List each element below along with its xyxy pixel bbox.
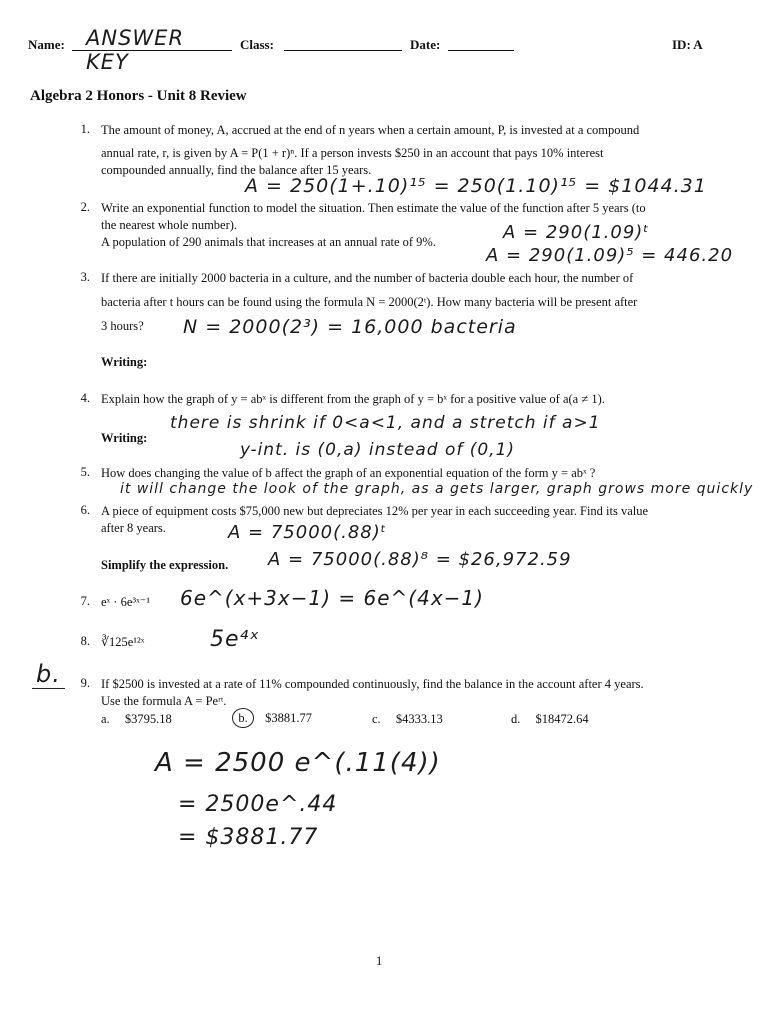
question-number: 6. (80, 503, 90, 517)
question-number: 4. (80, 391, 90, 405)
question-5: How does changing the value of b affect the graph of an exponential equation of the form y = abˣ ? (101, 466, 596, 480)
question-6 (101, 503, 746, 537)
question-text: the nearest whole number). (101, 218, 238, 232)
choice-letter: d. (511, 712, 521, 726)
name-value: ANSWER KEY (86, 26, 185, 74)
choice-letter-circled: b. (232, 708, 254, 728)
question-7: eˣ · 6e³ˣ⁻¹ (101, 595, 151, 609)
date-field (448, 34, 514, 51)
question-9 (101, 676, 746, 710)
question-text: bacteria after t hours can be found using the formula N = 2000(2ᵗ). How many bacteria will be present after (101, 295, 638, 309)
choice-value: $3795.18 (124, 712, 172, 726)
page-title: Algebra 2 Honors - Unit 8 Review (30, 88, 247, 104)
choice-letter: c. (372, 712, 381, 726)
choice-b[interactable] (232, 708, 312, 728)
question-number: 7. (80, 594, 90, 608)
section-heading: Simplify the expression. (101, 558, 229, 572)
answer-6a: A = 75000(.88)ᵗ (228, 522, 388, 543)
answer-1: A = 250(1+.10)¹⁵ = 250(1.10)¹⁵ = $1044.31 (245, 175, 707, 197)
answer-8: 5e⁴ˣ (210, 627, 261, 652)
question-text: A population of 290 animals that increases at an annual rate of 9%. (101, 235, 436, 249)
answer-6b: A = 75000(.88)⁸ = $26,972.59 (268, 549, 572, 570)
question-text: The amount of money, A, accrued at the end of n years when a certain amount, P, is invested at a compound (101, 123, 640, 137)
question-text: compounded annually, find the balance after 15 years. (101, 163, 372, 177)
class-label: Class: (240, 37, 274, 52)
question-text: A piece of equipment costs $75,000 new but depreciates 12% per year in each succeeding year. Find its value (101, 504, 649, 518)
question-number: 1. (80, 122, 90, 136)
answer-2a: A = 290(1.09)ᵗ (503, 222, 650, 243)
question-1 (101, 122, 741, 179)
name-label: Name: (28, 37, 65, 52)
class-field (284, 34, 402, 51)
question-4: Explain how the graph of y = abˣ is different from the graph of y = bˣ for a positive value of a(a ≠ 1). (101, 392, 605, 406)
work-line-3: = $3881.77 (178, 825, 319, 850)
question-number: 2. (80, 200, 90, 214)
question-number: 3. (80, 270, 90, 284)
answer-4b: y-int. is (0,a) instead of (0,1) (240, 440, 516, 460)
choice-d[interactable] (511, 712, 589, 727)
date-label: Date: (410, 37, 441, 52)
section-heading: Writing: (101, 431, 148, 445)
answer-4a: there is shrink if 0<a<1, and a stretch if a>1 (170, 413, 601, 433)
choice-value: $18472.64 (535, 712, 589, 726)
answer-7: 6e^(x+3x−1) = 6e^(4x−1) (180, 586, 484, 610)
choice-value: $3881.77 (265, 711, 312, 725)
answer-5: it will change the look of the graph, as a gets larger, graph grows more quickly (120, 481, 754, 497)
question-text: If there are initially 2000 bacteria in a culture, and the number of bacteria double each hour, the number of (101, 271, 634, 285)
question-text: Write an exponential function to model the situation. Then estimate the value of the function after 5 years (to (101, 201, 646, 215)
id-label: ID: A (672, 37, 703, 52)
question-text: 3 hours? (101, 319, 144, 333)
question-number: 9. (80, 676, 90, 690)
section-heading: Writing: (101, 355, 148, 369)
question-number: 8. (80, 634, 90, 648)
margin-answer-mark: b. (32, 660, 65, 689)
question-2 (101, 200, 751, 251)
choice-a[interactable] (101, 712, 172, 727)
question-number: 5. (80, 465, 90, 479)
name-field (72, 26, 232, 74)
choice-value: $4333.13 (395, 712, 443, 726)
work-line-1: A = 2500 e^(.11(4)) (155, 748, 441, 778)
question-text: after 8 years. (101, 521, 166, 535)
question-text: annual rate, r, is given by A = P(1 + r)ⁿ. If a person invests $250 in an account that pays 10% interest (101, 146, 604, 160)
choice-c[interactable] (372, 712, 443, 727)
choice-letter: a. (101, 712, 110, 726)
answer-2b: A = 290(1.09)⁵ = 446.20 (486, 245, 734, 266)
page-number: 1 (376, 954, 383, 968)
answer-3: N = 2000(2³) = 16,000 bacteria (183, 316, 517, 338)
work-line-2: = 2500e^.44 (178, 792, 338, 817)
question-text: Use the formula A = Peʳᵗ. (101, 694, 227, 708)
question-8: ∛125e¹²ˣ (101, 635, 145, 649)
question-text: If $2500 is invested at a rate of 11% compounded continuously, find the balance in the account after 4 years. (101, 677, 644, 691)
